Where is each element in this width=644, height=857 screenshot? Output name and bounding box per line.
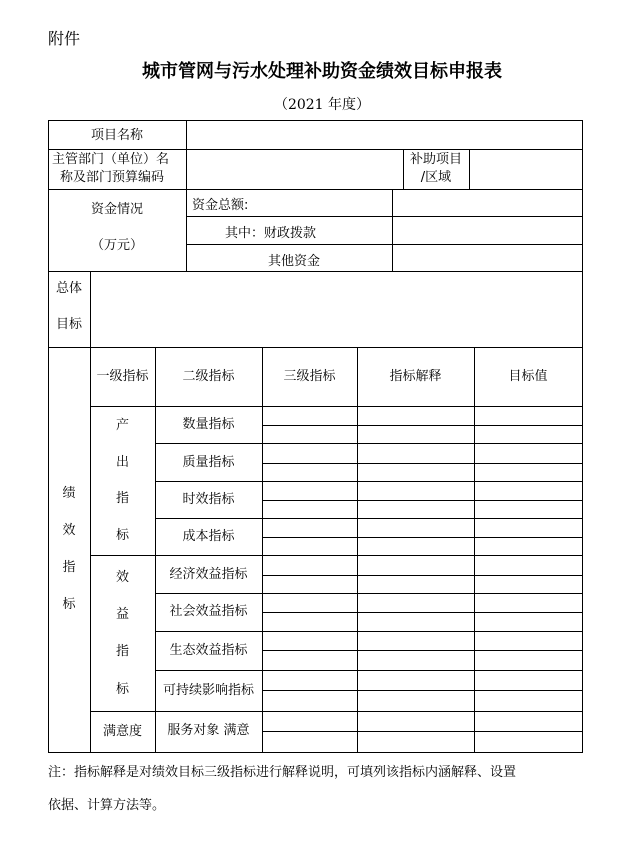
funds-fiscal-label: 其中：财政拨款 [225, 226, 317, 241]
satisfaction-label: 满意度 [102, 724, 142, 739]
subsidy-label-line1: 补助项目 [409, 152, 462, 167]
output-char-2: 出 [115, 455, 129, 470]
output-item-quality: 质量指标 [182, 455, 235, 470]
project-name-label: 项目名称 [90, 128, 143, 143]
attachment-label: 附件 [48, 29, 81, 48]
benefit-char-2: 益 [115, 607, 129, 622]
form-title: 城市管网与污水处理补助资金绩效目标申报表 [142, 61, 502, 82]
output-char-4: 标 [115, 528, 129, 543]
benefit-char-3: 指 [115, 644, 129, 659]
output-item-quantity: 数量指标 [182, 417, 235, 432]
output-char-3: 指 [115, 491, 129, 506]
output-item-timeliness: 时效指标 [182, 492, 235, 507]
form-year: （2021 年度） [273, 97, 371, 113]
benefit-item-sustainable: 可持续影响指标 [162, 683, 254, 698]
overall-label-1: 总体 [55, 281, 82, 296]
benefit-char-1: 效 [115, 570, 129, 585]
perf-char-1: 绩 [62, 486, 76, 501]
dept-label-line2: 称及部门预算编码 [60, 170, 165, 185]
funds-total-label: 资金总额: [192, 198, 249, 213]
note-line2: 依据、计算方法等。 [48, 798, 166, 813]
subsidy-label-line2: /区域 [420, 170, 452, 185]
header-level2: 二级指标 [182, 369, 235, 384]
note-line1: 注：指标解释是对绩效目标三级指标进行解释说明，可填列该指标内涵解释、设置 [48, 765, 517, 780]
header-explain: 指标解释 [389, 369, 442, 384]
benefit-item-economic: 经济效益指标 [169, 567, 248, 582]
funds-unit: （万元） [90, 238, 143, 253]
perf-char-3: 指 [62, 560, 76, 575]
benefit-char-4: 标 [115, 682, 129, 697]
header-target: 目标值 [508, 369, 548, 384]
benefit-item-social: 社会效益指标 [169, 604, 248, 619]
perf-char-2: 效 [62, 523, 76, 538]
satisfaction-item: 服务对象 满意 [167, 723, 250, 738]
dept-label-line1: 主管部门（单位）名 [52, 152, 170, 167]
perf-char-4: 标 [62, 597, 76, 612]
benefit-item-ecological: 生态效益指标 [169, 643, 248, 658]
funds-other-label: 其他资金 [268, 254, 321, 269]
funds-label: 资金情况 [90, 202, 143, 217]
overall-label-2: 目标 [55, 317, 82, 332]
output-item-cost: 成本指标 [182, 529, 235, 544]
header-level3: 三级指标 [283, 369, 336, 384]
header-level1: 一级指标 [96, 369, 149, 384]
output-char-1: 产 [115, 418, 129, 433]
